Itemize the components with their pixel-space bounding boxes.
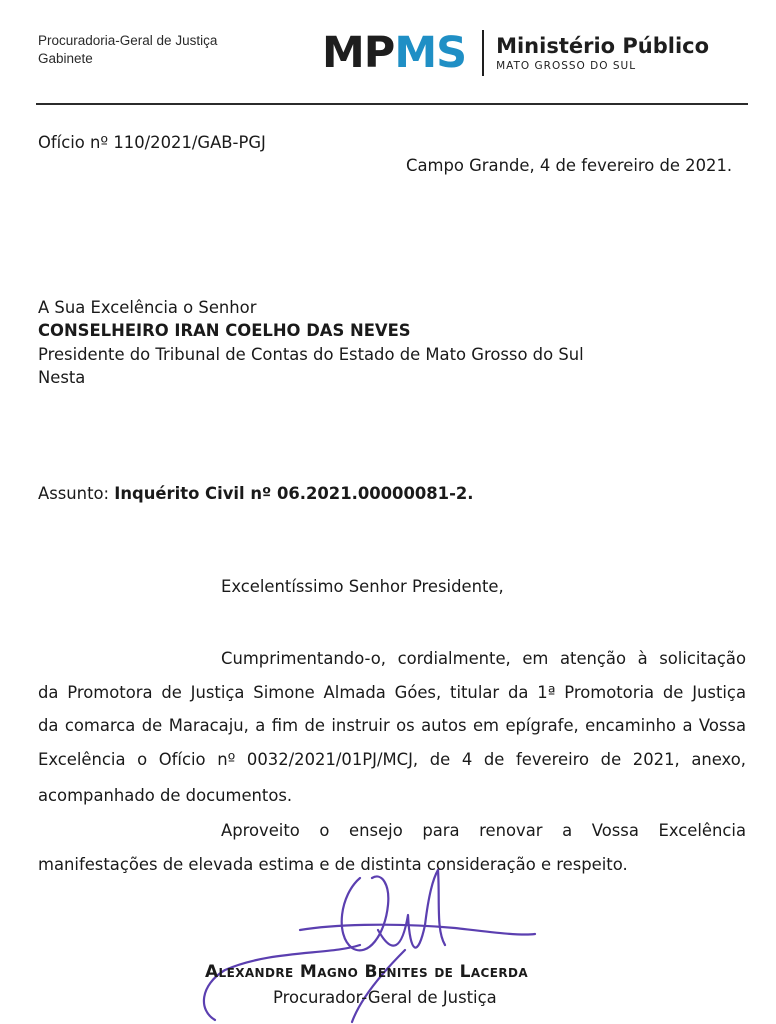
logo-mark (322, 28, 466, 78)
paragraph1-line: acompanhado de documentos. (38, 786, 293, 805)
paragraph2-line: manifestações de elevada estima e de distinta consideração e respeito. (38, 855, 628, 874)
letter-reference: Ofício nº 110/2021/GAB-PGJ (38, 133, 266, 152)
signatory-title: Procurador-Geral de Justiça (273, 988, 497, 1007)
recipient-position: Presidente do Tribunal de Contas do Estado de Mato Grosso do Sul (38, 345, 584, 364)
logo-title: Ministério Público (496, 33, 710, 58)
logo-divider (482, 30, 484, 76)
recipient-location: Nesta (38, 368, 86, 387)
recipient-name: CONSELHEIRO IRAN COELHO DAS NEVES (38, 321, 411, 340)
logo-mark-ms: MS (394, 28, 467, 78)
recipient-salutation: A Sua Excelência o Senhor (38, 298, 257, 317)
logo-mark-mp: MP (322, 28, 395, 78)
paragraph2-line: Aproveito o ensejo para renovar a Vossa Excelência (221, 821, 746, 840)
org-header (38, 32, 217, 68)
logo-subtitle: MATO GROSSO DO SUL (496, 59, 637, 72)
paragraph1-line: Excelência o Ofício nº 0032/2021/01PJ/MCJ, de 4 de fevereiro de 2021, anexo, (38, 750, 746, 769)
greeting: Excelentíssimo Senhor Presidente, (221, 577, 504, 596)
mpms-logo (322, 28, 709, 78)
header-rule (36, 103, 748, 105)
paragraph1-line: da Promotora de Justiça Simone Almada Góes, titular da 1ª Promotoria de Justiça (38, 683, 746, 702)
subject-label: Assunto: (38, 484, 110, 503)
subject-value: Inquérito Civil nº 06.2021.00000081-2. (114, 484, 474, 503)
org-unit: Gabinete (38, 51, 93, 66)
place-date: Campo Grande, 4 de fevereiro de 2021. (406, 156, 733, 175)
org-name: Procuradoria-Geral de Justiça (38, 33, 218, 48)
signatory-name: Alexandre Magno Benites de Lacerda (205, 962, 529, 982)
logo-text (496, 34, 709, 73)
paragraph1-line: Cumprimentando-o, cordialmente, em atenção à solicitação (221, 649, 746, 668)
paragraph1-line: da comarca de Maracaju, a fim de instruir os autos em epígrafe, encaminho a Vossa (38, 716, 746, 735)
subject-line (38, 484, 474, 504)
